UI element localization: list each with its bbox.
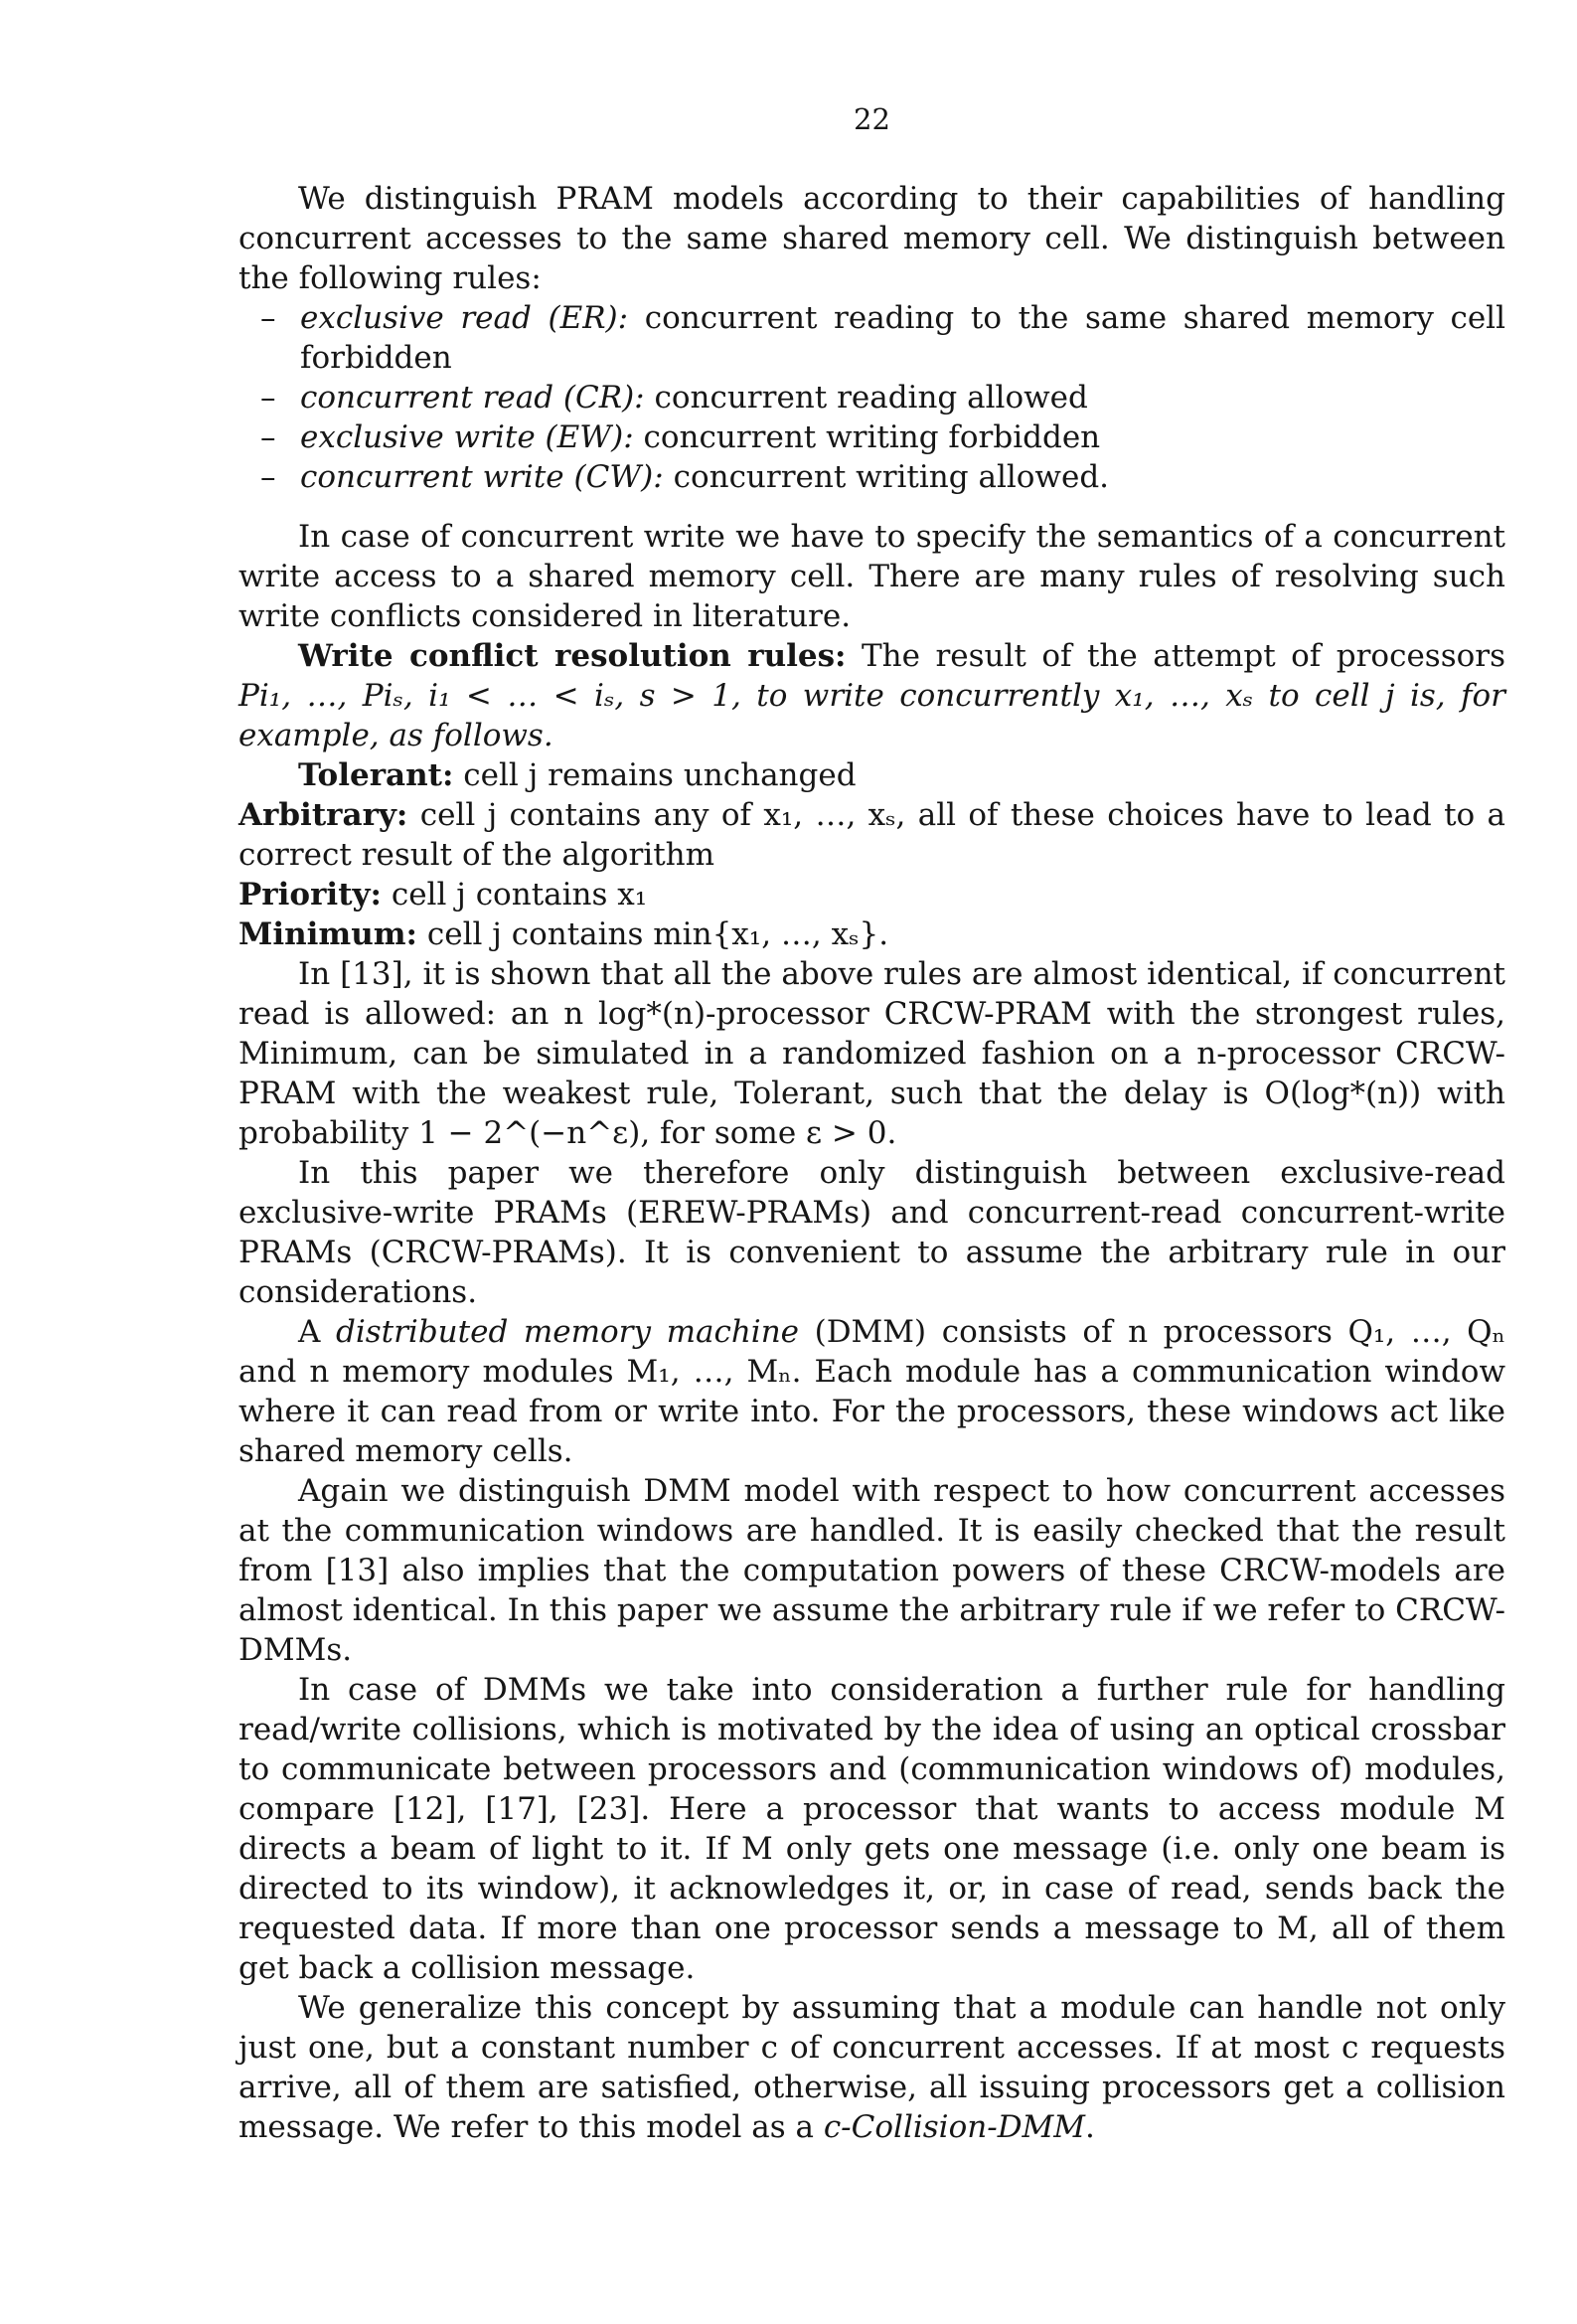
write-conflict-heading: Write conflict resolution rules: [298, 638, 847, 674]
write-conflict-text-b: i₁, …, P [258, 678, 384, 714]
reference-13-paragraph: In [13], it is shown that all the above rules are almost identical, if concurrent read is allowed: an n log*(n)-processor CRCW-PRAM with the strongest rules, Minimum, can be simulated in a randomized fashion on a n-processor CRCW-PRAM with the weakest rule, Tolerant, such that the delay is O(log*(n)) with probability 1 − 2^(−n^ε), for some ε > 0. [238, 956, 1505, 1151]
list-dash: – [260, 300, 276, 336]
collision-dmm-term: c-Collision-DMM [823, 2109, 1086, 2145]
access-rule-item [260, 457, 1505, 497]
access-rule-term: concurrent read (CR): [300, 380, 645, 415]
generalize-paragraph [238, 1988, 1505, 2147]
resolution-rule-name: Priority: [238, 877, 382, 913]
write-conflict-paragraph [238, 636, 1505, 755]
access-rule-item [260, 378, 1505, 417]
access-rule-desc: concurrent reading allowed [654, 380, 1088, 415]
resolution-rule-text: cell j contains any of x₁, …, xₛ, all of these choices have to lead to a correct result of the algorithm [238, 797, 1506, 873]
dmm-term: distributed memory machine [335, 1314, 800, 1350]
list-dash: – [260, 459, 276, 495]
write-conflict-text-a: The result of the attempt of processors [862, 638, 1505, 674]
list-dash: – [260, 380, 276, 415]
access-rule-item [260, 298, 1505, 378]
resolution-rule-name: Tolerant: [298, 757, 454, 793]
resolution-rule-text: cell j remains unchanged [463, 757, 857, 793]
write-conflict-text-c: iₛ, i₁ < … < iₛ, s > 1, to write concurrently x₁, …, xₛ to cell j is, for example, as follows. [238, 678, 1505, 753]
resolution-rule-tolerant [238, 755, 1505, 795]
dmm-paragraph [238, 1312, 1505, 1471]
access-rule-term: concurrent write (CW): [300, 459, 664, 495]
access-rule-desc: concurrent writing allowed. [673, 459, 1110, 495]
page-number: 22 [854, 102, 890, 136]
page-body [238, 99, 1505, 2147]
access-rule-item [260, 417, 1505, 457]
dmm-lead: A [298, 1314, 336, 1350]
write-conflict-math-p: P [238, 678, 259, 714]
access-rule-desc: concurrent writing forbidden [643, 419, 1101, 455]
resolution-rule-minimum [238, 914, 1505, 954]
intro-paragraph: We distinguish PRAM models according to their capabilities of handling concurrent accesses to the same shared memory cell. We distinguish between the following rules: [238, 181, 1505, 296]
collision-paragraph: In case of DMMs we take into consideration a further rule for handling read/write collisions, which is motivated by the idea of using an optical crossbar to communicate between processors and (communication windows of) modules, compare [12], [17], [23]. Here a processor that wants to access module M directs a beam of light to it. If M only gets one message (i.e. only one beam is directed to its window), it acknowledges it, or, in case of read, sends back the requested data. If more than one processor sends a message to M, all of them get back a collision message. [238, 1672, 1505, 1986]
access-rule-term: exclusive read (ER): [300, 300, 629, 336]
concurrent-write-paragraph: In case of concurrent write we have to specify the semantics of a concurrent write access to a shared memory cell. There are many rules of resolving such write conflicts considered in literature. [238, 519, 1505, 634]
list-dash: – [260, 419, 276, 455]
resolution-rule-name: Minimum: [238, 916, 417, 952]
generalize-text: We generalize this concept by assuming that a module can handle not only just one, but a constant number c of concurrent accesses. If at most c requests arrive, all of them are satisfied, otherwise, all issuing processors get a collision message. We refer to this model as a [238, 1990, 1505, 2145]
generalize-end: . [1085, 2109, 1095, 2145]
access-rules-list [238, 298, 1505, 497]
resolution-rule-name: Arbitrary: [238, 797, 408, 833]
resolution-rule-text: cell j contains x₁ [391, 877, 648, 913]
access-rule-desc: concurrent reading to the same shared memory cell forbidden [300, 300, 1505, 376]
again-paragraph: Again we distinguish DMM model with respect to how concurrent accesses at the communication windows are handled. It is easily checked that the result from [13] also implies that the computation powers of these CRCW-models are almost identical. In this paper we assume the arbitrary rule if we refer to CRCW-DMMs. [238, 1473, 1505, 1668]
resolution-rule-priority [238, 875, 1505, 914]
dmm-rest: (DMM) consists of n processors Q₁, …, Qₙ and n memory modules M₁, …, Mₙ. Each module has a communication window where it can read from or write into. For the processors, these windows act like shared memory cells. [238, 1314, 1505, 1469]
resolution-rule-arbitrary [238, 795, 1505, 875]
this-paper-paragraph: In this paper we therefore only distinguish between exclusive-read exclusive-write PRAMs (EREW-PRAMs) and concurrent-read concurrent-write PRAMs (CRCW-PRAMs). It is convenient to assume the arbitrary rule in our considerations. [238, 1155, 1505, 1310]
resolution-rule-text: cell j contains min{x₁, …, xₛ}. [426, 916, 889, 952]
access-rule-term: exclusive write (EW): [300, 419, 634, 455]
